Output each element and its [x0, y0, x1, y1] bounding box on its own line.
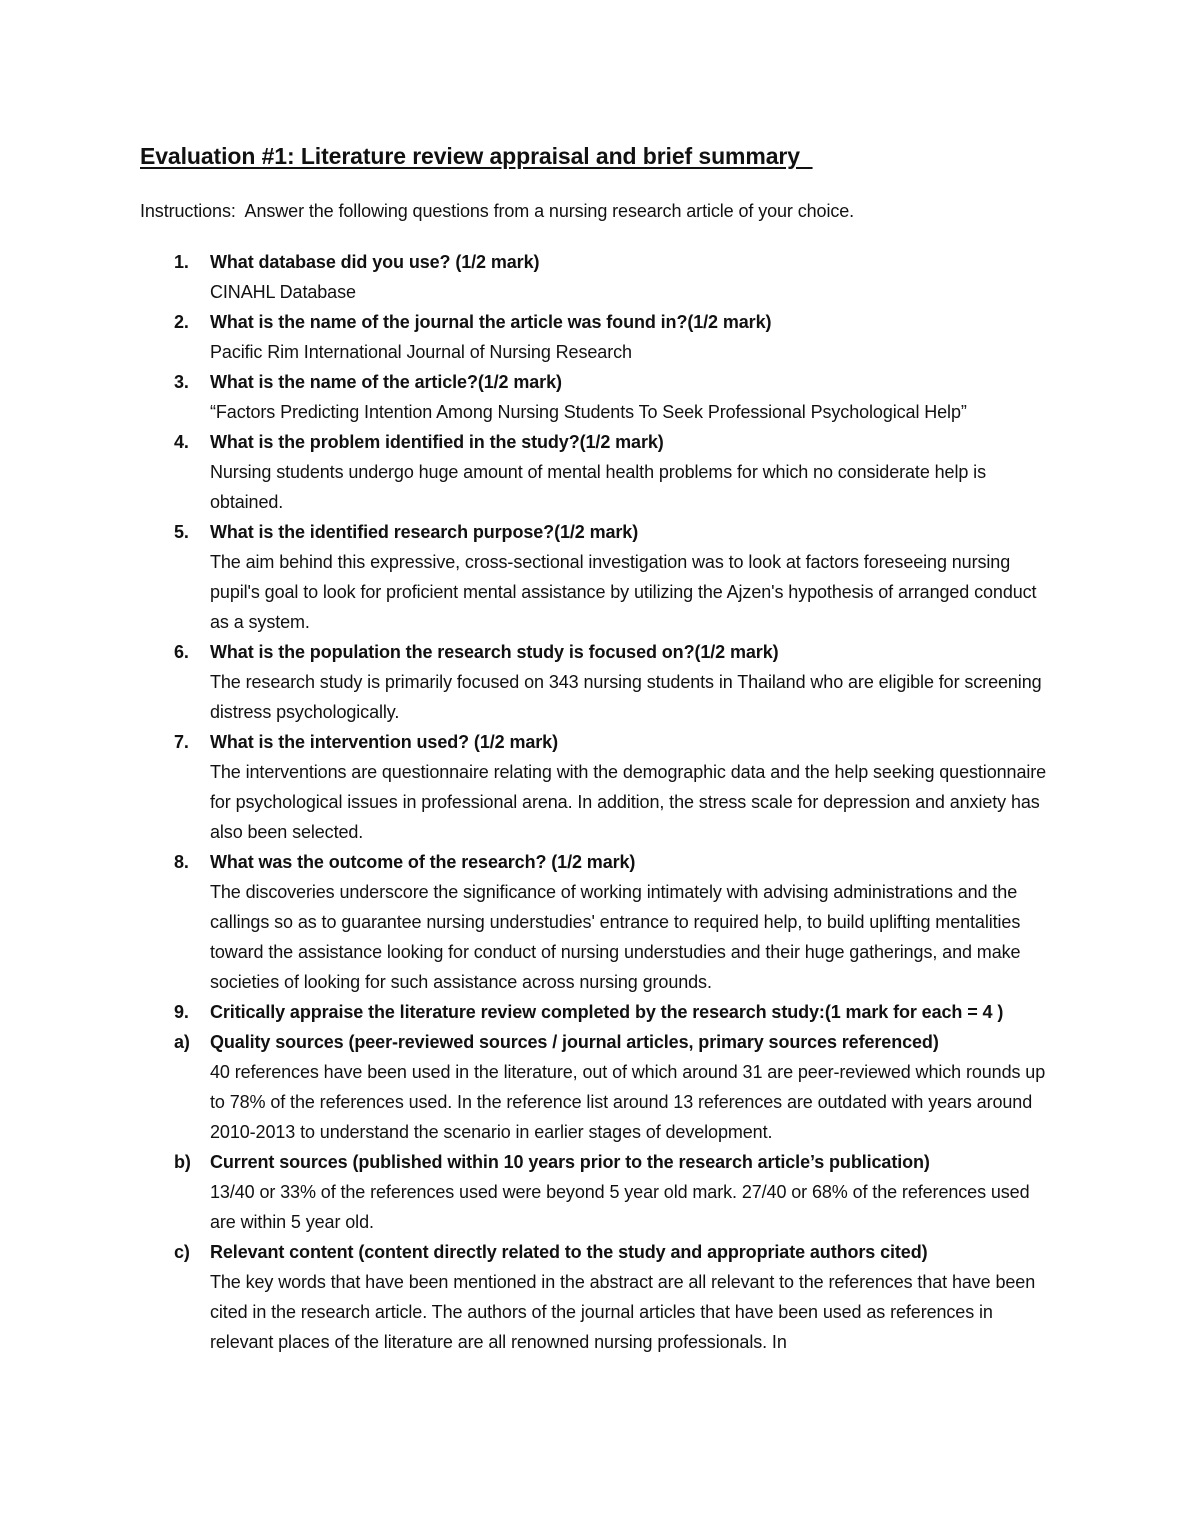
list-item	[140, 307, 1060, 367]
list-item	[140, 847, 1060, 997]
answer-text: 40 references have been used in the literature, out of which around 31 are peer-reviewed which rounds up to 78% of the references used. In the reference list around 13 references are outdated with years around 2010-2013 to understand the scenario in earlier stages of development.	[210, 1062, 1046, 1142]
answer-text: The discoveries underscore the significance of working intimately with advising administrations and the callings so as to guarantee nursing understudies' entrance to required help, to build uplifting mentalities toward the assistance looking for conduct of nursing understudies and their huge gatherings, and make societies of looking for such assistance across nursing grounds.	[210, 882, 1021, 992]
question-text: What was the outcome of the research? (1/2 mark)	[210, 852, 636, 872]
item-number: 4.	[174, 432, 189, 452]
question-text: What database did you use? (1/2 mark)	[210, 252, 540, 272]
item-number: 2.	[174, 312, 189, 332]
question-text: Relevant content (content directly related to the study and appropriate authors cited)	[210, 1242, 928, 1262]
item-number: 6.	[174, 642, 189, 662]
item-number: 1.	[174, 252, 189, 272]
question-text: What is the population the research study is focused on?(1/2 mark)	[210, 642, 779, 662]
item-number: 9.	[174, 1002, 189, 1022]
answer-text: Nursing students undergo huge amount of mental health problems for which no considerate help is obtained.	[210, 462, 986, 512]
item-letter: a)	[174, 1032, 190, 1052]
list-item	[140, 1027, 1060, 1147]
answer-text: The key words that have been mentioned in the abstract are all relevant to the references that have been cited in the research article. The authors of the journal articles that have been used as references in relevant places of the literature are all renowned nursing professionals. In	[210, 1272, 1036, 1352]
list-item	[140, 1237, 1060, 1357]
list-item	[140, 427, 1060, 517]
item-letter: c)	[174, 1242, 190, 1262]
answer-text: 13/40 or 33% of the references used were beyond 5 year old mark. 27/40 or 68% of the references used are within 5 year old.	[210, 1182, 1030, 1232]
question-text: What is the name of the journal the article was found in?(1/2 mark)	[210, 312, 772, 332]
question-text: Current sources (published within 10 years prior to the research article’s publication)	[210, 1152, 930, 1172]
list-item	[140, 637, 1060, 727]
item-number: 5.	[174, 522, 189, 542]
list-item	[140, 367, 1060, 427]
question-text: What is the name of the article?(1/2 mark)	[210, 372, 562, 392]
item-number: 8.	[174, 852, 189, 872]
list-item	[140, 997, 1060, 1027]
answer-text: Pacific Rim International Journal of Nursing Research	[210, 342, 632, 362]
answer-text: The aim behind this expressive, cross-sectional investigation was to look at factors foreseeing nursing pupil's goal to look for proficient mental assistance by utilizing the Ajzen's hypothesis of arranged conduct as a system.	[210, 552, 1037, 632]
list-item	[140, 727, 1060, 847]
question-text: Quality sources (peer-reviewed sources / journal articles, primary sources referenced)	[210, 1032, 939, 1052]
question-list	[140, 247, 1060, 1357]
item-letter: b)	[174, 1152, 191, 1172]
list-item	[140, 247, 1060, 307]
answer-text: “Factors Predicting Intention Among Nursing Students To Seek Professional Psychological Help”	[210, 402, 967, 422]
item-number: 3.	[174, 372, 189, 392]
list-item	[140, 517, 1060, 637]
question-text: What is the problem identified in the study?(1/2 mark)	[210, 432, 664, 452]
answer-text: CINAHL Database	[210, 282, 356, 302]
answer-text: The research study is primarily focused on 343 nursing students in Thailand who are eligible for screening distress psychologically.	[210, 672, 1042, 722]
item-number: 7.	[174, 732, 189, 752]
question-text: Critically appraise the literature review completed by the research study:(1 mark for each = 4 )	[210, 1002, 1004, 1022]
question-text: What is the identified research purpose?(1/2 mark)	[210, 522, 639, 542]
answer-text: The interventions are questionnaire relating with the demographic data and the help seeking questionnaire for psychological issues in professional arena. In addition, the stress scale for depression and anxiety has also been selected.	[210, 762, 1047, 842]
list-item	[140, 1147, 1060, 1237]
document-title: Evaluation #1: Literature review appraisal and brief summary	[140, 143, 813, 169]
question-text: What is the intervention used? (1/2 mark)	[210, 732, 558, 752]
instructions-text: Instructions: Answer the following questions from a nursing research article of your choice.	[140, 201, 855, 221]
